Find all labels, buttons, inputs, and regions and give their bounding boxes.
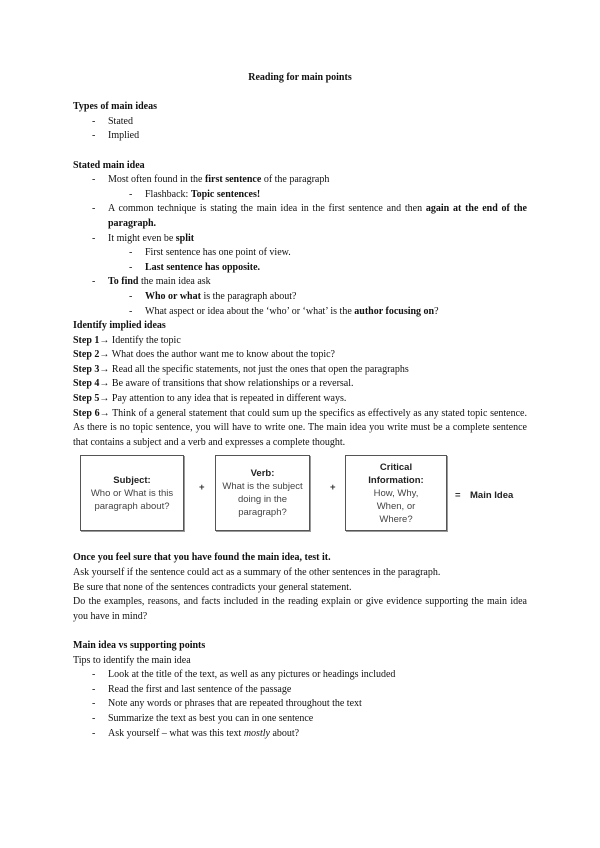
- text: → Read all the specific statements, not just the ones that open the paragraphs: [99, 363, 409, 375]
- critical-text: How, Why, When, or Where?: [373, 487, 419, 525]
- subject-heading: Subject:: [113, 474, 151, 486]
- text: about?: [269, 727, 300, 739]
- paragraph: [73, 392, 527, 407]
- bold-text: Step 4: [73, 378, 100, 390]
- paragraph: [73, 566, 527, 581]
- text: Do the examples, reasons, and facts included in the reading explain or give evidence supporting the main idea you have in mind?: [73, 596, 527, 622]
- bullet-item: [73, 683, 527, 698]
- section-heading: [73, 639, 527, 654]
- text: Implied: [108, 130, 140, 142]
- main-idea-formula-diagram: [73, 453, 527, 545]
- paragraph: [73, 407, 527, 451]
- text: Flashback:: [145, 188, 191, 200]
- text: What aspect or idea about the ‘who’ or ‘what’ is the: [145, 305, 355, 317]
- paragraph: [73, 595, 527, 624]
- text: Note any words or phrases that are repeated throughout the text: [108, 698, 362, 710]
- blank-line: [73, 86, 527, 101]
- bullet-item: [73, 624, 527, 639]
- verb-box: [215, 455, 310, 531]
- text: It might even be: [108, 232, 176, 244]
- text: → Pay attention to any idea that is repeated in different ways.: [99, 393, 347, 405]
- text: Tips to identify the main idea: [73, 654, 191, 666]
- text: → Identify the topic: [99, 334, 181, 346]
- section-heading: [73, 551, 527, 566]
- text: Read the first and last sentence of the passage: [108, 683, 292, 695]
- bold-text: Last sentence has opposite.: [145, 261, 261, 273]
- text: → Be aware of transitions that show relationships or a reversal.: [99, 378, 354, 390]
- bullet-item: [73, 290, 527, 305]
- bullet-item: [73, 173, 527, 188]
- text: Most often found in the: [108, 174, 205, 186]
- text: Summarize the text as best you can in one sentence: [108, 712, 314, 724]
- plus-sign: +: [330, 482, 336, 494]
- section-heading: [73, 319, 527, 334]
- bold-text: Step 6: [73, 407, 100, 419]
- plus-sign: +: [199, 482, 205, 494]
- text: → Think of a general statement that could sum up the specifics as effectively as any stated topic sentence. As there is no topic sentence, you will have to write one. The main idea you write must be a complete sentence that contains a subject and a verb and expresses a complete thought.: [73, 407, 527, 448]
- text: Ask yourself – what was this text: [108, 727, 244, 739]
- section-heading: [73, 100, 527, 115]
- bullet-item: [73, 129, 527, 144]
- main-idea-result: Main Idea: [470, 490, 514, 502]
- bold-text: Topic sentences!: [190, 188, 261, 200]
- text: A common technique is stating the main idea in the first sentence and then: [108, 203, 426, 215]
- bold-text: Step 2: [73, 349, 100, 361]
- bullet-item: [73, 115, 527, 130]
- bold-text: author focusing on: [354, 305, 435, 317]
- bold-text: Main idea vs supporting points: [73, 640, 206, 651]
- text: Look at the title of the text, as well as any pictures or headings included: [108, 669, 396, 681]
- bullet-item: [73, 261, 527, 276]
- bold-text: Stated main idea: [73, 159, 145, 171]
- paragraph: [73, 654, 527, 669]
- bullet-item: [73, 275, 527, 290]
- bullet-item: [73, 188, 527, 203]
- text: → What does the author want me to know about the topic?: [99, 349, 335, 361]
- text: is the paragraph about?: [200, 290, 297, 302]
- text: Stated: [108, 115, 133, 127]
- critical-information-box: [345, 455, 447, 531]
- bullet-item: [73, 712, 527, 727]
- critical-heading: Critical Information:: [368, 461, 424, 486]
- bullet-item: [73, 697, 527, 712]
- subject-box: [80, 455, 184, 531]
- bold-text: split: [175, 232, 195, 244]
- verb-heading: Verb:: [250, 468, 275, 480]
- bold-text: Step 3: [73, 363, 100, 375]
- bullet-item: [73, 202, 527, 231]
- document-title: Reading for main points: [248, 72, 352, 83]
- section-main-ideas: [73, 100, 527, 450]
- text: Ask yourself if the sentence could act as a summary of the other sentences in the paragraph.: [73, 567, 441, 579]
- section-testing-and-tips: [73, 551, 527, 741]
- section-heading: [73, 159, 527, 174]
- bold-text: Step 1: [73, 334, 100, 346]
- bold-text: Types of main ideas: [73, 101, 157, 113]
- text: of the paragraph: [261, 174, 330, 186]
- bullet-item: [73, 305, 527, 320]
- paragraph: [73, 581, 527, 596]
- paragraph: [73, 348, 527, 363]
- bold-text: Who or what: [145, 290, 201, 302]
- document-page: [73, 71, 527, 741]
- bold-text: again at the end of the paragraph.: [108, 203, 527, 229]
- equals-sign: =: [455, 490, 461, 502]
- text: Be sure that none of the sentences contradicts your general statement.: [73, 581, 352, 593]
- paragraph: [73, 363, 527, 378]
- verb-text: What is the subject doing in the paragraph?: [222, 481, 303, 519]
- bullet-item: [73, 727, 527, 742]
- bold-text: To find: [108, 276, 139, 288]
- bullet-item: [73, 144, 527, 159]
- bold-text: Step 5: [73, 393, 100, 405]
- italic-text: mostly: [243, 727, 270, 739]
- bold-text: Identify implied ideas: [73, 320, 166, 332]
- bullet-item: [73, 246, 527, 261]
- text: ?: [434, 305, 439, 317]
- bullet-item: [73, 232, 527, 247]
- text: the main idea ask: [138, 276, 211, 288]
- bold-text: first sentence: [204, 174, 262, 186]
- subject-text: Who or What is this paragraph about?: [90, 487, 174, 512]
- paragraph: [73, 377, 527, 392]
- bold-text: Once you feel sure that you have found the main idea, test it.: [73, 552, 331, 564]
- paragraph: [73, 334, 527, 349]
- bullet-item: [73, 668, 527, 683]
- text: First sentence has one point of view.: [145, 247, 291, 259]
